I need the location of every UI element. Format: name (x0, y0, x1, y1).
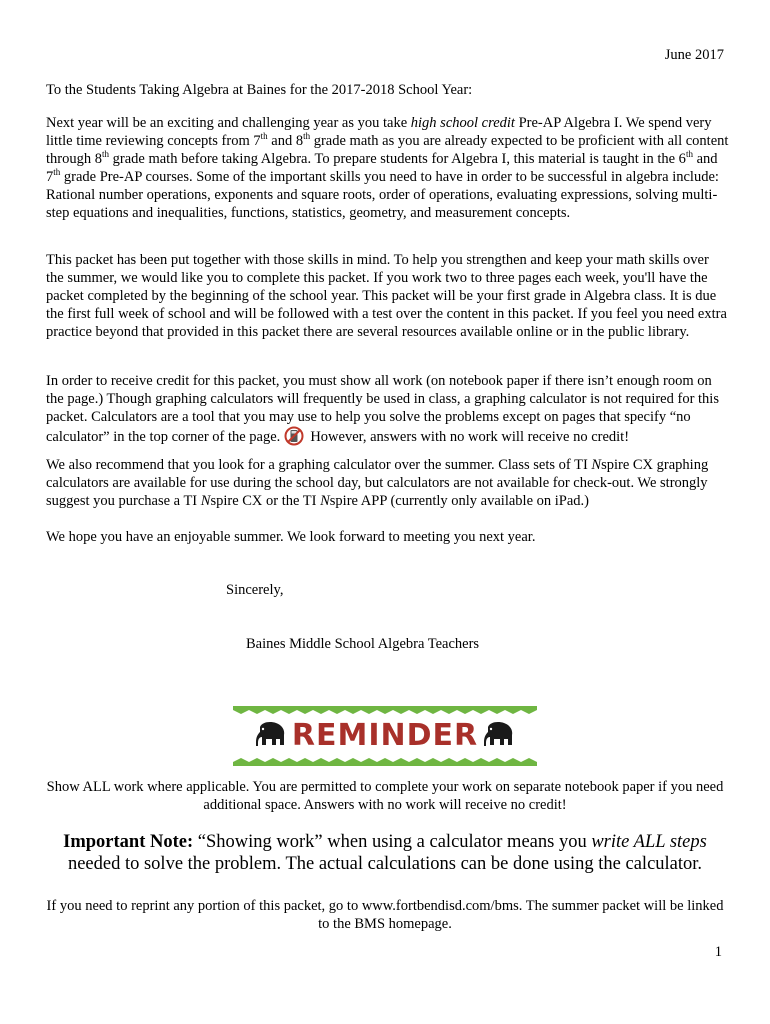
page-number: 1 (714, 944, 722, 960)
closing: Sincerely, (226, 582, 284, 598)
reminder-text: Show ALL work where applicable. You are permitted to complete your work on separate notebook paper if you need additional space. Answers with no work will receive no credit! (46, 779, 724, 813)
paragraph-credit: In order to receive credit for this packet, you must show all work (on notebook paper if there isn’t enough room on the page.) Though graphing calculators will frequently be used in class, a graphing calculator is not required for this packet. Calculators are a tool that you may use to help you solve the problems except on pages that specify “no calculator” in the top corner of the page. However, answers with no work will receive no credit! (46, 373, 719, 445)
paragraph-calculator: We also recommend that you look for a graphing calculator over the summer. Class sets of TI Nspire CX graphing calculators are available for use during the school day, but calculators are not available for check-out. We strongly suggest you purchase a TI Nspire CX or the TI Nspire APP (currently only available on iPad.) (46, 457, 709, 509)
no-calculator-icon (284, 426, 304, 446)
reprint-note: If you need to reprint any portion of this packet, go to www.fortbendisd.com/bms. The summer packet will be linked to the BMS homepage. (46, 898, 724, 932)
important-note: Important Note: “Showing work” when using a calculator means you write ALL steps needed to solve the problem. The actual calculations can be done using the calculator. (63, 832, 707, 874)
reminder-heading: REMINDER (291, 718, 479, 753)
paragraph-summer: We hope you have an enjoyable summer. We look forward to meeting you next year. (46, 529, 536, 545)
elephant-icon (482, 719, 516, 754)
signature: Baines Middle School Algebra Teachers (246, 636, 480, 652)
emphasis-high-school-credit: high school credit (410, 115, 515, 131)
elephant-icon (254, 719, 288, 754)
salutation: To the Students Taking Algebra at Baines for the 2017-2018 School Year: (46, 82, 473, 98)
letter-date: June 2017 (664, 47, 724, 63)
paragraph-packet: This packet has been put together with those skills in mind. To help you strengthen and keep your math skills over the summer, we would like you to complete this packet. If you work two to three pages each week, you'll have the packet completed by the beginning of the school year. This packet will be your first grade in Algebra class. It is due the first full week of school and will be followed with a test over the content in this packet. If you feel you need extra practice beyond that provided in this packet there are several resources available online or in the public library. (46, 252, 727, 340)
paragraph-intro: Next year will be an exciting and challenging year as you take high school credit Pre-AP Algebra I. We spend very little time reviewing concepts from 7th and 8th grade math as you are already expected to be proficient with all content through 8th grade math before taking Algebra. To prepare students for Algebra I, this material is taught in the 6th and 7th grade Pre-AP courses. Some of the important skills you need to have in order to be successful in algebra include: Rational number operations, exponents and square roots, order of operations, evaluating expressions, solving multi-step equations and inequalities, functions, statistics, geometry, and measurement concepts. (46, 115, 729, 221)
zigzag-border-top (233, 706, 537, 714)
reminder-banner (233, 706, 537, 766)
zigzag-border-bottom (233, 758, 537, 766)
